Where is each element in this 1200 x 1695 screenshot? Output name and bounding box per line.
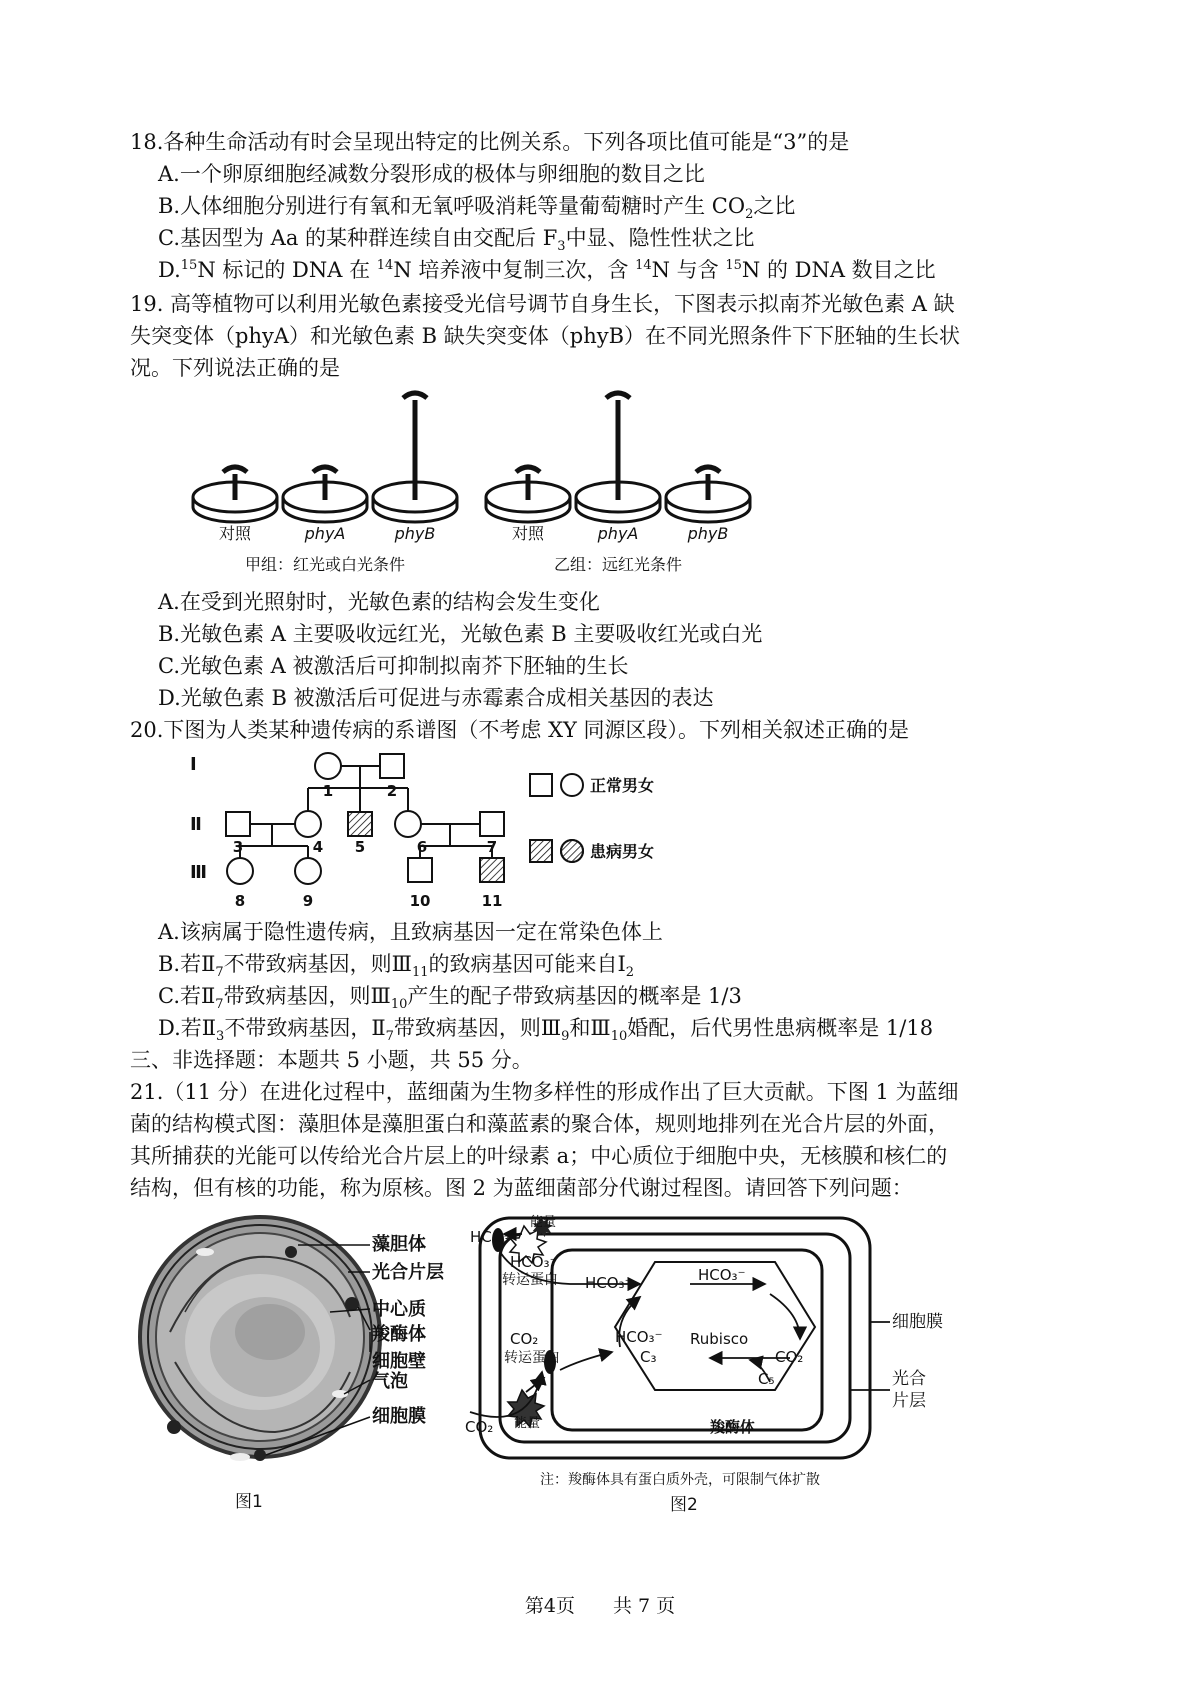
section-heading: 三、非选择题：本题共 5 小题，共 55 分。 [130,1048,533,1072]
fig2-co2-inner: CO₂ [775,1348,804,1366]
affected-male-11 [480,858,504,882]
svg-text:3: 3 [232,838,244,856]
fig2-cell-membrane: 细胞膜 [892,1312,943,1332]
fig2-hco3-cytoplasm: HCO₃⁻ [585,1274,633,1292]
q20-option-a: A.该病属于隐性遗传病，且致病基因一定在常染色体上 [158,920,663,944]
fig1-label-thylakoid: 光合片层 [372,1262,444,1283]
fig2-co2-transporter: 转运蛋白 [504,1350,560,1366]
q21-line1: 21.（11 分）在进化过程中，蓝细菌为生物多样性的形成作出了巨大贡献。下图 1 为蓝细 [130,1080,959,1104]
svg-text:10: 10 [409,892,431,910]
fig2-c5: C₅ [758,1370,775,1388]
svg-text:2: 2 [386,782,398,800]
svg-text:HCO₃⁻: HCO₃⁻ [510,1253,558,1271]
label-phya-2: phyA [597,524,639,543]
pedigree-chart [190,748,750,916]
fig1-label-cell-wall: 细胞壁 [372,1351,426,1372]
legend-normal: 正常男女 [590,776,655,795]
q20-option-d: D.若$Ⅱ_3$不带致病基因，$Ⅱ_7$带致病基因，则$Ⅲ_9$和$Ⅲ_{10}$婚配，后代男性患病概率是 1/18 [158,1016,934,1045]
q19-stem-line3: 况。下列说法正确的是 [130,356,340,380]
fig2-photo-layer-2: 片层 [892,1391,926,1411]
figure-1-cyanobacterium [130,1212,470,1512]
fig1-label-carboxysome: 羧酶体 [372,1324,426,1345]
svg-text:4: 4 [312,838,324,856]
fig2-hco3-outside: HCO₃⁻ [470,1228,518,1246]
label-phyb-1: phyB [394,524,436,543]
label-control-2: 对照 [511,524,545,543]
q20-stem: 20.下图为人类某种遗传病的系谱图（不考虑 XY 同源区段）。下列相关叙述正确的是 [130,718,910,742]
q19-option-a: A.在受到光照射时，光敏色素的结构会发生变化 [158,590,600,614]
q18-stem: 18.各种生命活动有时会呈现出特定的比例关系。下列各项比值可能是“3”的是 [130,130,850,154]
affected-male-5 [348,812,372,836]
fig2-photo-layer-1: 光合 [892,1369,926,1389]
fig2-hco3-carboxysome: HCO₃⁻ [698,1266,746,1284]
q19-stem-line2: 失突变体（phyA）和光敏色素 B 缺失突变体（phyB）在不同光照条件下下胚轴的生长状 [130,324,961,348]
q18-option-a: A.一个卵原细胞经减数分裂形成的极体与卵细胞的数目之比 [158,162,705,186]
q18-option-c: C.基因型为 Aa 的某种群连续自由交配后 $F_3$中显、隐性性状之比 [158,226,755,255]
fig2-co2-outside: CO₂ [465,1418,494,1436]
label-control-1: 对照 [218,524,252,543]
q18-option-d: D.$^{15}$N 标记的 DNA 在 $^{14}$N 培养液中复制三次，含 $^{14}$N 与含 $^{15}$N 的 DNA 数目之比 [158,258,936,282]
q21-line3: 其所捕获的光能可以传给光合片层上的叶绿素 a；中心质位于细胞中央，无核膜和核仁的 [130,1144,948,1168]
fig1-label-centroplasm: 中心质 [372,1299,426,1320]
fig2-hco3-transporter: 转运蛋白 [502,1272,558,1288]
svg-text:11: 11 [481,892,503,910]
seedling-figure [190,392,770,582]
q18-option-b: B.人体细胞分别进行有氧和无氧呼吸消耗等量葡萄糖时产生 $CO_2$之比 [158,194,796,223]
fig1-label-gas-vesicle: 气泡 [372,1371,408,1392]
gen-3-label: Ⅲ [190,862,208,883]
fig1-label-phycobilisome: 藻胆体 [372,1234,426,1255]
label-phya-1: phyA [304,524,346,543]
svg-text:5: 5 [354,838,366,856]
q19-option-b: B.光敏色素 A 主要吸收远红光，光敏色素 B 主要吸收红光或白光 [158,622,763,646]
gen-2-label: Ⅱ [190,814,202,835]
svg-text:8: 8 [234,892,246,910]
q19-option-c: C.光敏色素 A 被激活后可抑制拟南芥下胚轴的生长 [158,654,629,678]
q19-option-d: D.光敏色素 B 被激活后可促进与赤霉素合成相关基因的表达 [158,686,714,710]
group2-caption: 乙组：远红光条件 [553,555,683,574]
q20-option-b: B.若$Ⅱ_7$不带致病基因，则$Ⅲ_{11}$的致病基因可能来自$Ⅰ_2$ [158,952,635,981]
fig2-note: 注：羧酶体具有蛋白质外壳，可限制气体扩散 [540,1472,820,1488]
fig2-c3: C₃ [640,1348,657,1366]
page-footer: 第4页 共 7 页 [524,1595,676,1617]
svg-text:7: 7 [486,838,498,856]
fig2-carboxysome-label: 羧酶体 [710,1418,756,1436]
figure-2-metabolism [465,1212,1030,1515]
fig1-caption: 图1 [235,1492,263,1512]
svg-text:CO₂: CO₂ [510,1330,539,1348]
group1-caption: 甲组：红光或白光条件 [244,555,406,574]
fig2-caption: 图2 [670,1495,698,1515]
fig2-hco3-lower: HCO₃⁻ [615,1328,663,1346]
legend-affected: 患病男女 [590,842,655,861]
fig1-label-cell-membrane: 细胞膜 [372,1406,426,1427]
svg-text:6: 6 [416,838,428,856]
fig2-energy-bottom: 能量 [514,1416,541,1431]
q20-option-c: C.若$Ⅱ_7$带致病基因，则$Ⅲ_{10}$产生的配子带致病基因的概率是 1/3 [158,984,742,1013]
fig2-rubisco: Rubisco [690,1330,749,1348]
fig2-energy-top: 能量 [530,1215,557,1230]
q21-line4: 结构，但有核的功能，称为原核。图 2 为蓝细菌部分代谢过程图。请回答下列问题： [130,1176,913,1200]
q19-stem-line1: 19. 高等植物可以利用光敏色素接受光信号调节自身生长，下图表示拟南芥光敏色素 A 缺 [130,292,955,316]
svg-text:1: 1 [322,782,334,800]
q21-line2: 菌的结构模式图：藻胆体是藻胆蛋白和藻蓝素的聚合体，规则地排列在光合片层的外面， [130,1112,949,1136]
label-phyb-2: phyB [687,524,729,543]
svg-text:9: 9 [302,892,314,910]
gen-1-label: Ⅰ [190,754,197,775]
